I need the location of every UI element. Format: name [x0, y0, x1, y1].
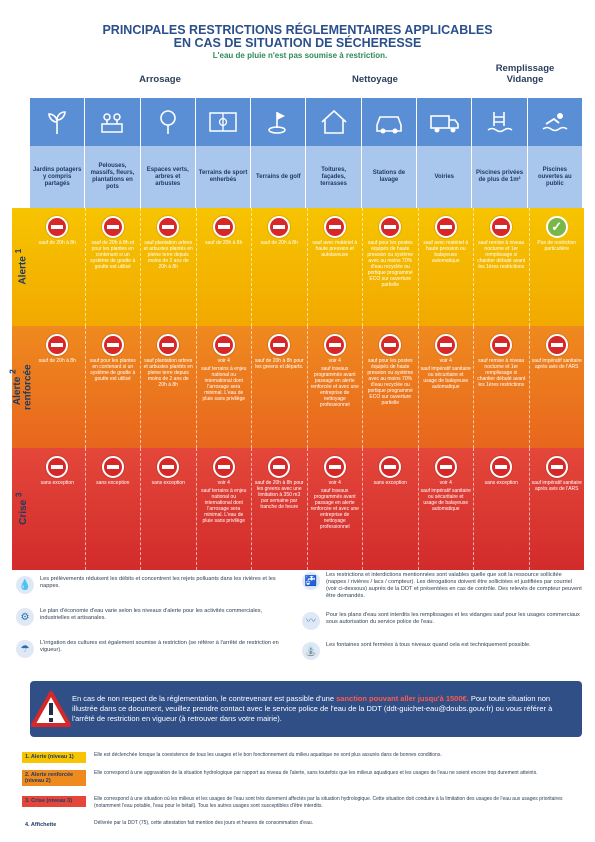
restriction-note: sauf plantation arbres et arbustes plantés en pleine terre depuis moins de 2 ans de 20h à 8h	[143, 240, 193, 270]
renforcee-cell	[252, 326, 308, 448]
restriction-note: sauf remise à niveau nocturne et 1er remplissage si chantier débuté avant les 1ères restrictions	[477, 358, 526, 388]
no-entry-icon	[324, 456, 346, 478]
info-item	[302, 642, 582, 660]
level-name: Crise	[17, 500, 29, 526]
no-entry-icon	[102, 216, 124, 238]
renforcee-cell	[141, 326, 197, 448]
column-label: Terrains de golf	[251, 146, 306, 208]
level-label-alerte	[12, 208, 30, 326]
house-icon	[306, 98, 361, 146]
restriction-note: sans exception	[373, 480, 407, 486]
restriction-note: sauf impératif sanitaire ou sécuritaire et usage de balayeuse automatique	[420, 366, 471, 390]
title-line-1: PRINCIPALES RESTRICTIONS RÉGLEMENTAIRES APPLICABLES	[102, 23, 493, 37]
swimmer-icon	[528, 98, 582, 146]
renforcee-cell	[530, 326, 585, 448]
car-icon	[362, 98, 417, 146]
column-label: Espaces verts, arbres et arbustes	[141, 146, 196, 208]
alerte-cell	[252, 208, 308, 326]
crise-cell	[419, 448, 475, 570]
band-alerte-renforcee	[7, 326, 584, 448]
renforcee-cell	[363, 326, 419, 448]
column-label: Toitures, façades, terrasses	[306, 146, 361, 208]
info-item	[16, 608, 286, 626]
no-entry-icon	[268, 334, 290, 356]
level-number: 1	[13, 249, 24, 254]
info-section	[12, 572, 584, 674]
legend-desc: Délivrée par la DDT (75), cette attestation fait mention des jours et heures de consommation d'eau.	[94, 820, 314, 826]
level-name: Alerte	[17, 256, 29, 285]
restriction-note: sauf impératif sanitaire ou sécuritaire et usage de balayeuse automatique	[420, 488, 471, 512]
renforcee-cell	[474, 326, 530, 448]
no-entry-icon	[379, 216, 401, 238]
alerte-cell	[474, 208, 530, 326]
info-item	[302, 572, 582, 600]
check-icon: ✓	[546, 216, 568, 238]
no-entry-icon	[213, 216, 235, 238]
info-text: Les restrictions et interdictions mentionnées sont valables quelle que soit la ressource sollicitée (nappes / rivières / lacs / compteur). Les dérogations doivent être sollicitées et justifiées par courriel (voir ci-dessous) auprès de la DDT et présentées en cas de contrôle. Des relevés de compteur peuvent être demandés.	[326, 572, 582, 599]
no-entry-icon	[324, 334, 346, 356]
legend-desc: Elle correspond à une situation où les milieux et les usages de l'eau sont très durement affectés par la situation hydrologique. Cette situation doit conduire à la limitation des usages de l'eau aux usages prioritaires (notamment l'eau potable, l'eau pour le bétail). Tous les autres usages sont susceptibles d'être interdits.	[94, 796, 563, 809]
renforcee-cell	[308, 326, 364, 448]
no-entry-icon	[268, 216, 290, 238]
column-label: Voiries	[417, 146, 472, 208]
restriction-note: sauf remise à niveau nocturne et 1er remplissage si chantier débuté avant les 1ères restrictions	[477, 240, 526, 270]
legend-tag: 4. Affichette	[22, 820, 86, 831]
voir-note: voir 4	[217, 480, 230, 486]
no-entry-icon	[379, 456, 401, 478]
crise-cell	[197, 448, 253, 570]
no-entry-icon	[435, 216, 457, 238]
alerte-cell	[530, 208, 585, 326]
tree-icon	[141, 98, 196, 146]
restriction-note: sauf de 20h à 8h	[38, 240, 76, 246]
warning-banner	[30, 681, 582, 737]
no-entry-icon	[379, 334, 401, 356]
restriction-note: sauf de 20h à 8h et pour les plantes en contenant si un système de goutte à goutte est utilisé	[90, 240, 136, 270]
alerte-cell	[308, 208, 364, 326]
restriction-note: sauf terrains à enjeu national ou international dont l'arrosage sera minimal. L'eau de pluie sans privilège	[201, 366, 247, 402]
no-entry-icon	[213, 334, 235, 356]
column-label: Jardins potagers y compris partagés	[30, 146, 85, 208]
no-entry-icon	[102, 456, 124, 478]
voir-note: voir 4	[328, 480, 341, 486]
level-label-crise	[12, 448, 30, 570]
info-text: Les fontaines sont fermées à tous niveaux quand cela est techniquement possible.	[326, 642, 531, 648]
restriction-note: sans exception	[40, 480, 74, 486]
restriction-note: sauf travaux programmés avant passage en alerte renforcée et avec une entreprise de nettoyage professionnel	[310, 366, 359, 408]
no-entry-icon	[435, 456, 457, 478]
crise-cell	[474, 448, 530, 570]
column-icons-row	[30, 98, 582, 146]
restriction-note: sauf pour les plantes en contenant si un système de goutte à goutte est utilisé	[89, 358, 136, 382]
column-label: Pelouses, massifs, fleurs, plantations en pots	[85, 146, 140, 208]
legend-row	[22, 796, 566, 809]
voir-note: voir 4	[217, 358, 230, 364]
group-nettoyage: Nettoyage	[352, 74, 398, 85]
renforcee-cell	[197, 326, 253, 448]
no-entry-icon	[546, 456, 568, 478]
warning-text	[72, 694, 582, 724]
truck-icon	[417, 98, 472, 146]
factory-icon: ⚙	[16, 608, 34, 626]
crise-cell	[141, 448, 197, 570]
restriction-note: sauf travaux programmés avant passage en alerte renforcée et avec une entreprise de nettoyage professionnel	[310, 488, 359, 530]
info-text: L'irrigation des cultures est également soumise à restriction (se référer à l'arrêté de restriction en vigueur).	[40, 640, 279, 653]
no-entry-icon	[213, 456, 235, 478]
crise-cell	[363, 448, 419, 570]
crise-cell	[308, 448, 364, 570]
column-label: Piscines ouvertes au public	[528, 146, 582, 208]
alerte-cell	[197, 208, 253, 326]
restriction-note: sauf avec matériel à haute pression et autolaveuse	[312, 240, 358, 258]
legend-tag: 1. Alerte (niveau 1)	[22, 752, 86, 763]
restriction-note: sauf impératif sanitaire après avis de l'ARS	[531, 358, 582, 370]
info-item	[16, 576, 286, 594]
renforcee-cell	[30, 326, 86, 448]
restriction-note: sauf de 20h à 8h	[205, 240, 243, 246]
legend-tag: 2. Alerte renforcée (niveau 2)	[22, 770, 86, 786]
warning-highlight: sanction pouvant aller jusqu'à 1500€.	[336, 694, 469, 703]
crise-cell	[30, 448, 86, 570]
legend-desc: Elle correspond à une aggravation de la situation hydrologique par rapport au niveau de l'alerte, sans toutefois que les milieux aquatiques et les usages de l'eau ne soient encore trop durement atteints.	[94, 770, 538, 776]
no-entry-icon	[102, 334, 124, 356]
no-entry-icon	[157, 334, 179, 356]
renforcee-cell	[419, 326, 475, 448]
subtitle: L'eau de pluie n'est pas soumise à restriction.	[212, 51, 388, 60]
irrigation-icon: ☂	[16, 640, 34, 658]
restriction-note: sauf pour les postes équipés de haute pression ou système avec au moins 70% d'eau recyclée ou portique programmé ECO sur ouverture partielle	[367, 240, 414, 288]
legend-row	[22, 770, 566, 786]
no-entry-icon	[46, 456, 68, 478]
warning-text-post: Pour toute situation non illustrée dans ce document, veuillez prendre contact avec le service police de l'eau de la DDT (ddt-guichet-eau@doubs.gouv.fr) ou vous référer à l'arrêté de restriction en vigueur (à retrouver dans votre mairie).	[72, 694, 553, 723]
voir-note: voir 4	[328, 358, 341, 364]
alerte-cell	[86, 208, 142, 326]
tap-icon: 🚰	[302, 572, 320, 590]
restriction-note: sans exception	[151, 480, 185, 486]
column-labels-row	[30, 146, 582, 208]
no-entry-icon	[490, 216, 512, 238]
info-text: Pour les plans d'eau sont interdits les remplissages et les vidanges sauf pour les usages commerciaux sous autorisation du service police de l'eau.	[326, 612, 580, 625]
legend-tag: 3. Crise (niveau 3)	[22, 796, 86, 807]
column-label: Piscines privées de plus de 1m³	[472, 146, 527, 208]
restriction-note: sauf impératif sanitaire après avis de l'ARS	[531, 480, 582, 492]
legend-row	[22, 820, 566, 831]
golf-icon	[251, 98, 306, 146]
info-text: Les prélèvements réduisent les débits et concentrent les rejets polluants dans les rivières et les nappes.	[40, 576, 276, 589]
restriction-note: sauf de 20h à 8h	[38, 358, 76, 364]
alerte-cell	[141, 208, 197, 326]
level-label-renforcee	[7, 326, 35, 448]
restriction-note: sauf de 20h à 8h pour les greens et départs.	[254, 358, 304, 370]
level-number: 3	[13, 492, 24, 498]
level-number: 2	[7, 369, 18, 374]
restriction-note: Pas de restriction particulière	[537, 240, 577, 252]
flowerbed-icon	[85, 98, 140, 146]
voir-note: voir 4	[439, 480, 452, 486]
crise-cell	[86, 448, 142, 570]
no-entry-icon	[46, 334, 68, 356]
no-entry-icon	[546, 334, 568, 356]
alerte-cell	[363, 208, 419, 326]
restriction-note: sauf de 20h à 8h pour les greens avec une limitation à 350 m3 par semaine par tranche de heure	[254, 480, 304, 510]
no-entry-icon	[157, 216, 179, 238]
warning-text-pre: En cas de non respect de la réglementation, le contrevenant est passible d'une	[72, 694, 337, 703]
group-arrosage: Arrosage	[139, 74, 181, 85]
column-label: Terrains de sport enherbés	[196, 146, 251, 208]
band-crise	[12, 448, 584, 570]
page-title	[0, 24, 595, 50]
fountain-icon: ⛲	[302, 642, 320, 660]
warning-icon	[30, 690, 72, 728]
restriction-note: sans exception	[484, 480, 518, 486]
pond-icon: 〰	[302, 612, 320, 630]
restriction-note: sauf plantation arbres et arbustes plantés en pleine terre depuis moins de 2 ans de 20h à 8h	[143, 358, 193, 388]
level-name: Alerte	[12, 376, 24, 405]
voir-note: voir 4	[439, 358, 452, 364]
no-entry-icon	[324, 216, 346, 238]
level-name-2: renforcée	[23, 364, 35, 410]
no-entry-icon	[490, 334, 512, 356]
restriction-note: sans exception	[96, 480, 130, 486]
no-entry-icon	[490, 456, 512, 478]
info-text: Le plan d'économie d'eau varie selon les niveaux d'alerte pour les activités commerciales, industrielles et artisanales.	[40, 608, 263, 621]
restriction-note: sauf pour les postes équipés de haute pression ou système avec au moins 70% d'eau recyclée ou portique programmé ECO sur ouverture partielle	[367, 358, 414, 406]
no-entry-icon	[157, 456, 179, 478]
restriction-note: sauf avec matériel à haute pression ou balayeuse automatique	[423, 240, 469, 264]
restriction-note: sauf terrains à enjeu national ou international dont l'arrosage sera minimal. L'eau de pluie sans privilège	[201, 488, 247, 524]
crise-cell	[252, 448, 308, 570]
column-label: Stations de lavage	[362, 146, 417, 208]
no-entry-icon	[268, 456, 290, 478]
crise-cell	[530, 448, 585, 570]
alerte-cell	[30, 208, 86, 326]
legend-row	[22, 752, 566, 763]
renforcee-cell	[86, 326, 142, 448]
group-remplissage-line1: Remplissage	[495, 63, 555, 74]
legend-desc: Elle est déclenchée lorsque la coexistence de tous les usages et le bon fonctionnement du milieu aquatique ne sont plus assurés dans de bonnes conditions.	[94, 752, 442, 758]
band-alerte	[12, 208, 584, 326]
water-drop-icon: 💧	[16, 576, 34, 594]
no-entry-icon	[435, 334, 457, 356]
title-line-2: EN CAS DE SITUATION DE SÉCHERESSE	[173, 36, 422, 50]
group-remplissage-line2: Vidange	[506, 74, 544, 85]
group-remplissage	[470, 63, 580, 85]
info-item	[302, 612, 582, 630]
sport-field-icon	[196, 98, 251, 146]
plant-icon	[30, 98, 85, 146]
info-item	[16, 640, 286, 658]
restriction-note: sauf de 20h à 8h	[260, 240, 298, 246]
no-entry-icon	[46, 216, 68, 238]
pool-icon	[472, 98, 527, 146]
alerte-cell	[419, 208, 475, 326]
